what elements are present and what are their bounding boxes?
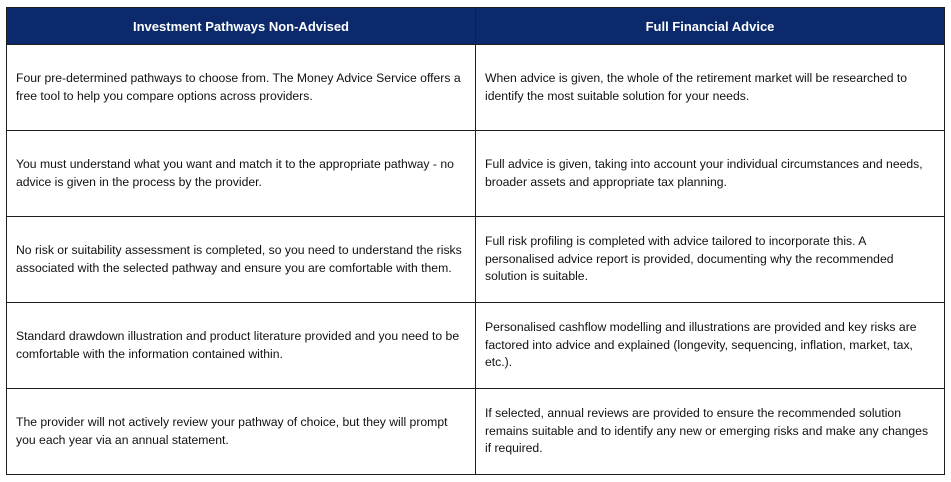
cell-pathways: Four pre-determined pathways to choose from. The Money Advice Service offers a free tool to help you compare options across providers.	[7, 45, 476, 131]
cell-advice: If selected, annual reviews are provided to ensure the recommended solution remains suitable and to identify any new or emerging risks and make any changes if required.	[476, 389, 945, 475]
cell-pathways: Standard drawdown illustration and product literature provided and you need to be comfortable with the information contained within.	[7, 303, 476, 389]
cell-pathways: You must understand what you want and match it to the appropriate pathway - no advice is given in the process by the provider.	[7, 131, 476, 217]
header-investment-pathways: Investment Pathways Non-Advised	[7, 8, 476, 45]
header-row	[7, 8, 945, 45]
table-row	[7, 389, 945, 475]
table-row	[7, 131, 945, 217]
table-row	[7, 303, 945, 389]
header-full-financial-advice: Full Financial Advice	[476, 8, 945, 45]
cell-pathways: No risk or suitability assessment is completed, so you need to understand the risks associated with the selected pathway and ensure you are comfortable with them.	[7, 217, 476, 303]
table-header	[7, 8, 945, 45]
cell-advice: Full advice is given, taking into account your individual circumstances and needs, broader assets and appropriate tax planning.	[476, 131, 945, 217]
table-row	[7, 217, 945, 303]
cell-advice: Personalised cashflow modelling and illustrations are provided and key risks are factored into advice and explained (longevity, sequencing, inflation, market, tax, etc.).	[476, 303, 945, 389]
cell-advice: Full risk profiling is completed with advice tailored to incorporate this. A personalised advice report is provided, documenting why the recommended solution is suitable.	[476, 217, 945, 303]
cell-pathways: The provider will not actively review your pathway of choice, but they will prompt you each year via an annual statement.	[7, 389, 476, 475]
table-row	[7, 45, 945, 131]
table-body	[7, 45, 945, 475]
cell-advice: When advice is given, the whole of the retirement market will be researched to identify the most suitable solution for your needs.	[476, 45, 945, 131]
comparison-table	[6, 7, 945, 475]
